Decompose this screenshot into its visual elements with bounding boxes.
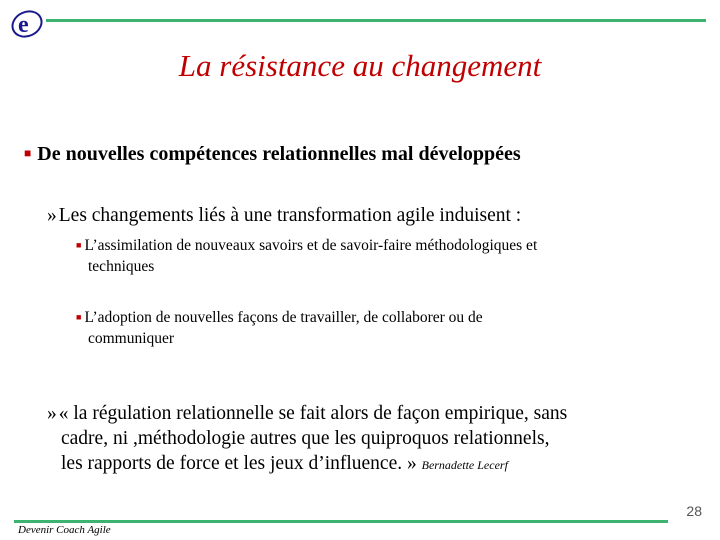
quote-line: « la régulation relationnelle se fait alors de façon empirique, sans bbox=[58, 403, 568, 424]
guillemet-marker: » bbox=[47, 205, 57, 226]
footer-text: Devenir Coach Agile bbox=[18, 524, 111, 536]
square-bullet-icon: ■ bbox=[24, 146, 32, 160]
logo-icon bbox=[10, 8, 44, 40]
quote-block bbox=[47, 401, 687, 478]
bullet-main bbox=[24, 143, 521, 166]
list-item bbox=[76, 235, 686, 277]
square-bullet-icon: ■ bbox=[76, 240, 82, 250]
svg-text:e: e bbox=[18, 12, 29, 38]
guillemet-marker: » bbox=[47, 403, 57, 424]
list-item-line: communiquer bbox=[88, 330, 175, 347]
list-item-line: L’assimilation de nouveaux savoirs et de savoir-faire méthodologiques et bbox=[84, 237, 538, 254]
quote-line: cadre, ni ,méthodologie autres que les quiproquos relationnels, bbox=[61, 428, 550, 449]
square-bullet-icon: ■ bbox=[76, 312, 82, 322]
list-item bbox=[76, 307, 686, 349]
list-item-line: techniques bbox=[88, 258, 155, 275]
top-rule bbox=[46, 19, 706, 22]
sub-bullet-1-text: Les changements liés à une transformation agile induisent : bbox=[58, 205, 522, 226]
slide-title: La résistance au changement bbox=[178, 48, 542, 83]
list-item-line: L’adoption de nouvelles façons de travailler, de collaborer ou de bbox=[84, 309, 483, 326]
quote-author: Bernadette Lecerf bbox=[421, 458, 508, 472]
sub-bullet-1 bbox=[47, 203, 687, 228]
bullet-main-text: De nouvelles compétences relationnelles mal développées bbox=[37, 143, 521, 165]
page-number: 28 bbox=[686, 503, 702, 519]
quote-line: les rapports de force et les jeux d’influence. » bbox=[61, 453, 417, 474]
bottom-rule bbox=[14, 520, 668, 523]
